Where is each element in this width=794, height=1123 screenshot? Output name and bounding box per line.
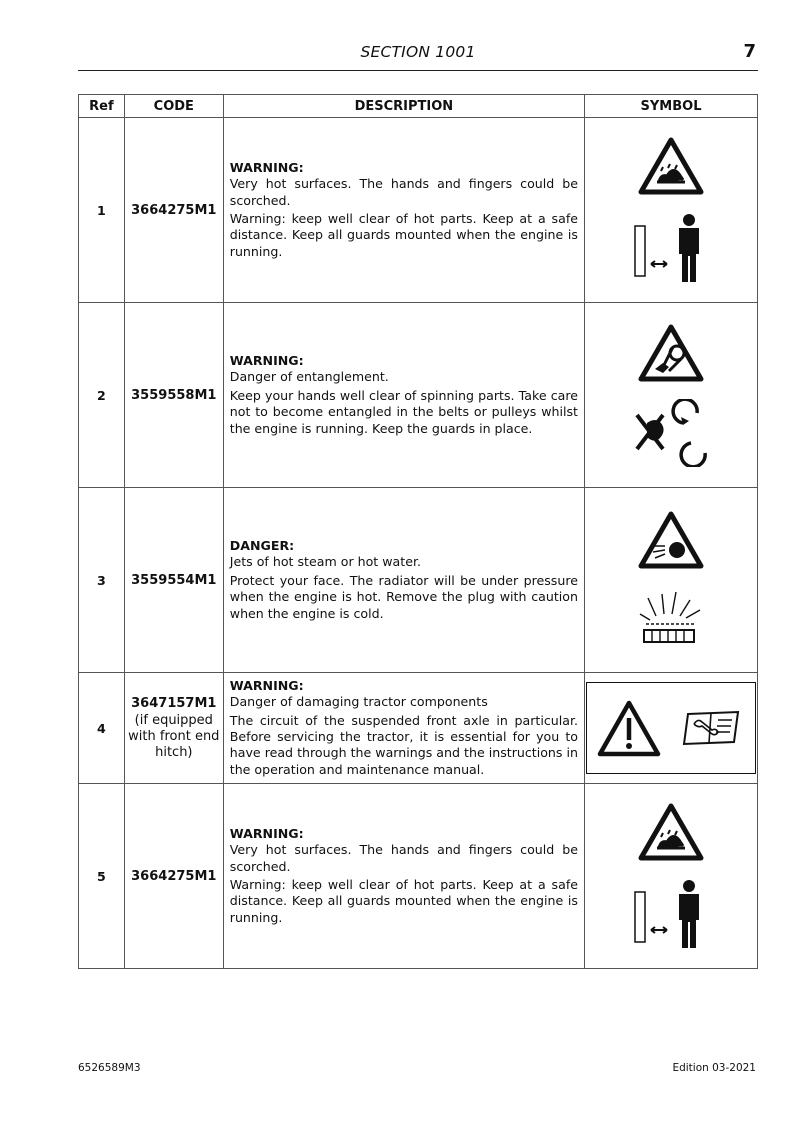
table-row: [79, 673, 758, 784]
description-text: Danger of entanglement.: [229, 369, 389, 385]
description-title: WARNING:: [229, 159, 304, 175]
description-text: Very hot surfaces. The hands and fingers could be scorched.: [229, 176, 578, 208]
edition-label: Edition 03-2021: [672, 1062, 756, 1074]
read-manual-icon: [680, 708, 746, 748]
row-ref: 2: [79, 303, 125, 488]
row-description: [223, 488, 584, 673]
header-ref: Ref: [79, 95, 125, 118]
row-ref: 3: [79, 488, 125, 673]
safety-decals-table: [78, 94, 758, 969]
description-title: WARNING:: [229, 677, 304, 693]
description-text: Jets of hot steam or hot water.: [229, 554, 421, 570]
section-title: SECTION 1001: [360, 43, 476, 61]
row-code: [124, 488, 223, 673]
description-text: Warning: keep well clear of hot parts. Keep at a safe distance. Keep all guards mounted when the engine is running.: [229, 211, 578, 259]
page-header: [78, 38, 758, 71]
description-text: Keep your hands well clear of spinning parts. Take care not to become entangled in the belts or pulleys whilst the engine is running. Keep the guards in place.: [229, 387, 578, 436]
keep-distance-icon: [631, 212, 711, 284]
row-code: [124, 303, 223, 488]
table-row: [79, 488, 758, 673]
row-symbol: [585, 673, 758, 784]
code-value: 3664275M1: [131, 202, 217, 218]
row-description: [223, 118, 584, 303]
table-row: [79, 118, 758, 303]
row-ref: 1: [79, 118, 125, 303]
description-text: Danger of damaging tractor components: [229, 694, 488, 710]
description-text: Very hot surfaces. The hands and fingers could be scorched.: [229, 842, 578, 874]
table-header-row: [79, 95, 758, 118]
code-value: 3559558M1: [131, 387, 217, 403]
row-code: [124, 673, 223, 784]
steam-jet-warning-icon: [637, 510, 705, 570]
description-title: WARNING:: [229, 352, 304, 368]
row-ref: 4: [79, 673, 125, 784]
description-text: Warning: keep well clear of hot parts. Keep at a safe distance. Keep all guards mounted when the engine is running.: [229, 877, 578, 925]
row-symbol: [585, 784, 758, 969]
keep-distance-icon: [631, 878, 711, 950]
description-title: WARNING:: [229, 825, 304, 841]
rotating-parts-icon: [633, 399, 709, 467]
row-symbol: [585, 488, 758, 673]
row-code: [124, 784, 223, 969]
page-number: 7: [743, 41, 756, 62]
row-ref: 5: [79, 784, 125, 969]
symbol-panel: [586, 682, 756, 774]
radiator-pressure-icon: [636, 586, 706, 650]
row-description: [223, 784, 584, 969]
header-symbol: SYMBOL: [585, 95, 758, 118]
description-text: Protect your face. The radiator will be under pressure when the engine is hot. Remove the plug with caution when the engine is cold.: [229, 572, 578, 621]
row-symbol: [585, 303, 758, 488]
row-description: [223, 673, 584, 784]
row-symbol: [585, 118, 758, 303]
hot-surface-warning-icon: [637, 802, 705, 862]
code-value: 3647157M1: [131, 695, 217, 711]
entanglement-warning-icon: [637, 323, 705, 383]
header-description: DESCRIPTION: [223, 95, 584, 118]
document-code: 6526589M3: [78, 1062, 141, 1074]
table-row: [79, 784, 758, 969]
description-title: DANGER:: [229, 537, 295, 553]
description-text: The circuit of the suspended front axle in particular. Before servicing the tractor, it is essential for you to have read through the warnings and the instructions in the operation and maintenance manual.: [229, 712, 578, 777]
row-code: [124, 118, 223, 303]
code-note: (if equipped with front end hitch): [128, 712, 220, 760]
general-warning-icon: [596, 698, 662, 758]
hot-surface-warning-icon: [637, 136, 705, 196]
header-code: CODE: [124, 95, 223, 118]
code-value: 3664275M1: [131, 868, 217, 884]
row-description: [223, 303, 584, 488]
table-row: [79, 303, 758, 488]
code-value: 3559554M1: [131, 572, 217, 588]
